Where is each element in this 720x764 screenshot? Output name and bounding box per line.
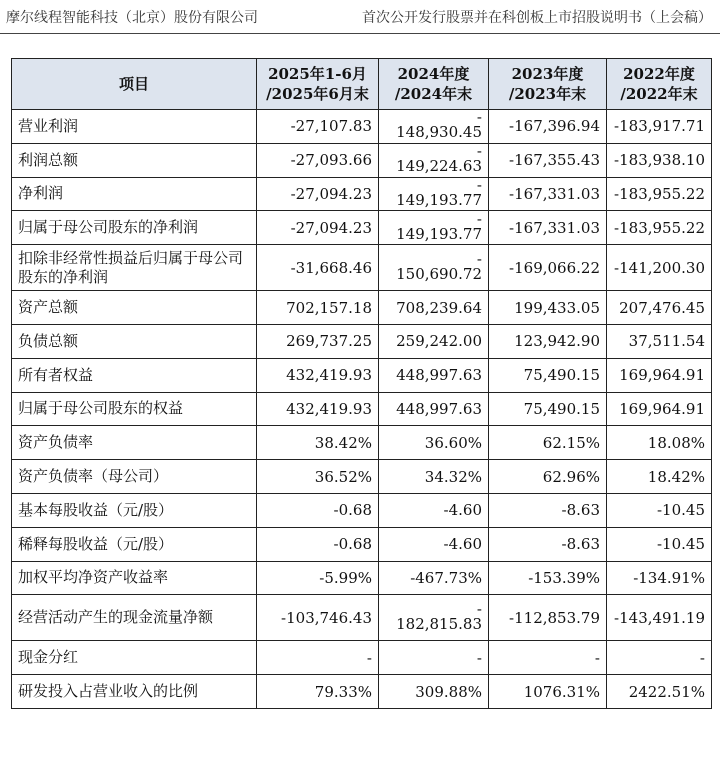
- cell-value: -: [607, 641, 712, 675]
- cell-value: -: [489, 641, 607, 675]
- negative-sign: -: [476, 249, 482, 268]
- table-row: [12, 177, 712, 211]
- cell-value: 62.15%: [489, 426, 607, 460]
- cell-value: 432,419.93: [257, 358, 379, 392]
- document-header: [0, 0, 720, 30]
- cell-value: -183,955.22: [607, 211, 712, 245]
- cell-value: 207,476.45: [607, 291, 712, 325]
- cell-value: 269,737.25: [257, 324, 379, 358]
- cell-value: -143,491.19: [607, 595, 712, 641]
- negative-sign: -: [476, 209, 482, 228]
- row-label: 营业利润: [12, 110, 257, 144]
- table-row: [12, 358, 712, 392]
- cell-value: 18.08%: [607, 426, 712, 460]
- cell-value: -4.60: [379, 493, 489, 527]
- cell-value: -8.63: [489, 527, 607, 561]
- cell-value-negative: [379, 595, 489, 641]
- table-row: [12, 143, 712, 177]
- table-header-row: [12, 59, 712, 110]
- table-row: [12, 324, 712, 358]
- table-row: [12, 392, 712, 426]
- row-label: 利润总额: [12, 143, 257, 177]
- cell-value: -0.68: [257, 493, 379, 527]
- cell-value: -27,094.23: [257, 211, 379, 245]
- cell-value: 169,964.91: [607, 392, 712, 426]
- cell-value: 123,942.90: [489, 324, 607, 358]
- cell-value: 432,419.93: [257, 392, 379, 426]
- cell-value: 62.96%: [489, 460, 607, 494]
- table-body: [12, 110, 712, 709]
- cell-value: -112,853.79: [489, 595, 607, 641]
- cell-value: 1076.31%: [489, 675, 607, 709]
- table-row: [12, 245, 712, 291]
- row-label: 经营活动产生的现金流量净额: [12, 595, 257, 641]
- cell-value: -183,938.10: [607, 143, 712, 177]
- cell-value: -8.63: [489, 493, 607, 527]
- negative-sign: -: [476, 108, 482, 127]
- cell-value: 448,997.63: [379, 392, 489, 426]
- cell-value: -153.39%: [489, 561, 607, 595]
- cell-value-negative: [379, 110, 489, 144]
- cell-amount: 149,193.77: [396, 224, 482, 243]
- row-label: 资产负债率: [12, 426, 257, 460]
- table-row: [12, 426, 712, 460]
- cell-amount: 150,690.72: [396, 264, 482, 283]
- cell-value-negative: [379, 177, 489, 211]
- cell-value: 37,511.54: [607, 324, 712, 358]
- table-row: [12, 211, 712, 245]
- cell-value: 169,964.91: [607, 358, 712, 392]
- row-label: 所有者权益: [12, 358, 257, 392]
- cell-value: 79.33%: [257, 675, 379, 709]
- cell-value: -27,093.66: [257, 143, 379, 177]
- column-header-2024: 2024年度 /2024年末: [379, 59, 489, 110]
- cell-value: -31,668.46: [257, 245, 379, 291]
- table-row: [12, 527, 712, 561]
- cell-value: -167,396.94: [489, 110, 607, 144]
- cell-value: -27,107.83: [257, 110, 379, 144]
- cell-value: 36.60%: [379, 426, 489, 460]
- cell-value: 18.42%: [607, 460, 712, 494]
- table-row: [12, 561, 712, 595]
- row-label: 扣除非经常性损益后归属于母公司股东的净利润: [12, 245, 257, 291]
- negative-sign: -: [476, 599, 482, 618]
- cell-value: 34.32%: [379, 460, 489, 494]
- cell-value: 75,490.15: [489, 358, 607, 392]
- financial-table: [11, 58, 712, 709]
- cell-value-negative: [379, 143, 489, 177]
- row-label: 资产总额: [12, 291, 257, 325]
- cell-value: -: [379, 641, 489, 675]
- cell-value: 702,157.18: [257, 291, 379, 325]
- cell-value: 36.52%: [257, 460, 379, 494]
- negative-sign: -: [476, 175, 482, 194]
- cell-value: -4.60: [379, 527, 489, 561]
- table-row: [12, 641, 712, 675]
- cell-value: -169,066.22: [489, 245, 607, 291]
- cell-value: -10.45: [607, 527, 712, 561]
- row-label: 研发投入占营业收入的比例: [12, 675, 257, 709]
- row-label: 归属于母公司股东的净利润: [12, 211, 257, 245]
- cell-amount: 149,224.63: [396, 157, 482, 176]
- cell-value-negative: [379, 211, 489, 245]
- company-name: 摩尔线程智能科技（北京）股份有限公司: [6, 10, 258, 26]
- cell-value: 2422.51%: [607, 675, 712, 709]
- cell-value: -5.99%: [257, 561, 379, 595]
- header-divider: [0, 33, 720, 34]
- column-header-2022: 2022年度 /2022年末: [607, 59, 712, 110]
- table-row: [12, 110, 712, 144]
- row-label: 加权平均净资产收益率: [12, 561, 257, 595]
- cell-value: 199,433.05: [489, 291, 607, 325]
- cell-value: 309.88%: [379, 675, 489, 709]
- cell-value: -141,200.30: [607, 245, 712, 291]
- cell-value: -: [257, 641, 379, 675]
- row-label: 负债总额: [12, 324, 257, 358]
- document-title: 首次公开发行股票并在科创板上市招股说明书（上会稿）: [362, 10, 712, 26]
- cell-value: -183,955.22: [607, 177, 712, 211]
- cell-value: -167,331.03: [489, 177, 607, 211]
- cell-value: -27,094.23: [257, 177, 379, 211]
- row-label: 基本每股收益（元/股）: [12, 493, 257, 527]
- cell-value: 259,242.00: [379, 324, 489, 358]
- row-label: 净利润: [12, 177, 257, 211]
- cell-amount: 149,193.77: [396, 190, 482, 209]
- column-header-2023: 2023年度 /2023年末: [489, 59, 607, 110]
- cell-value: -167,331.03: [489, 211, 607, 245]
- cell-value: -103,746.43: [257, 595, 379, 641]
- cell-value: 75,490.15: [489, 392, 607, 426]
- table-row: [12, 595, 712, 641]
- cell-value: -167,355.43: [489, 143, 607, 177]
- cell-value: -467.73%: [379, 561, 489, 595]
- table-row: [12, 493, 712, 527]
- cell-value: -0.68: [257, 527, 379, 561]
- cell-value: 448,997.63: [379, 358, 489, 392]
- table-row: [12, 460, 712, 494]
- column-header-item: 项目: [12, 59, 257, 110]
- row-label: 资产负债率（母公司）: [12, 460, 257, 494]
- table-row: [12, 291, 712, 325]
- cell-value: 38.42%: [257, 426, 379, 460]
- cell-value: 708,239.64: [379, 291, 489, 325]
- cell-value-negative: [379, 245, 489, 291]
- cell-value: -183,917.71: [607, 110, 712, 144]
- table-row: [12, 675, 712, 709]
- column-header-2025h1: 2025年1-6月 /2025年6月末: [257, 59, 379, 110]
- negative-sign: -: [476, 142, 482, 161]
- cell-value: -134.91%: [607, 561, 712, 595]
- row-label: 归属于母公司股东的权益: [12, 392, 257, 426]
- row-label: 现金分红: [12, 641, 257, 675]
- cell-amount: 148,930.45: [396, 123, 482, 142]
- row-label: 稀释每股收益（元/股）: [12, 527, 257, 561]
- cell-amount: 182,815.83: [396, 614, 482, 633]
- cell-value: -10.45: [607, 493, 712, 527]
